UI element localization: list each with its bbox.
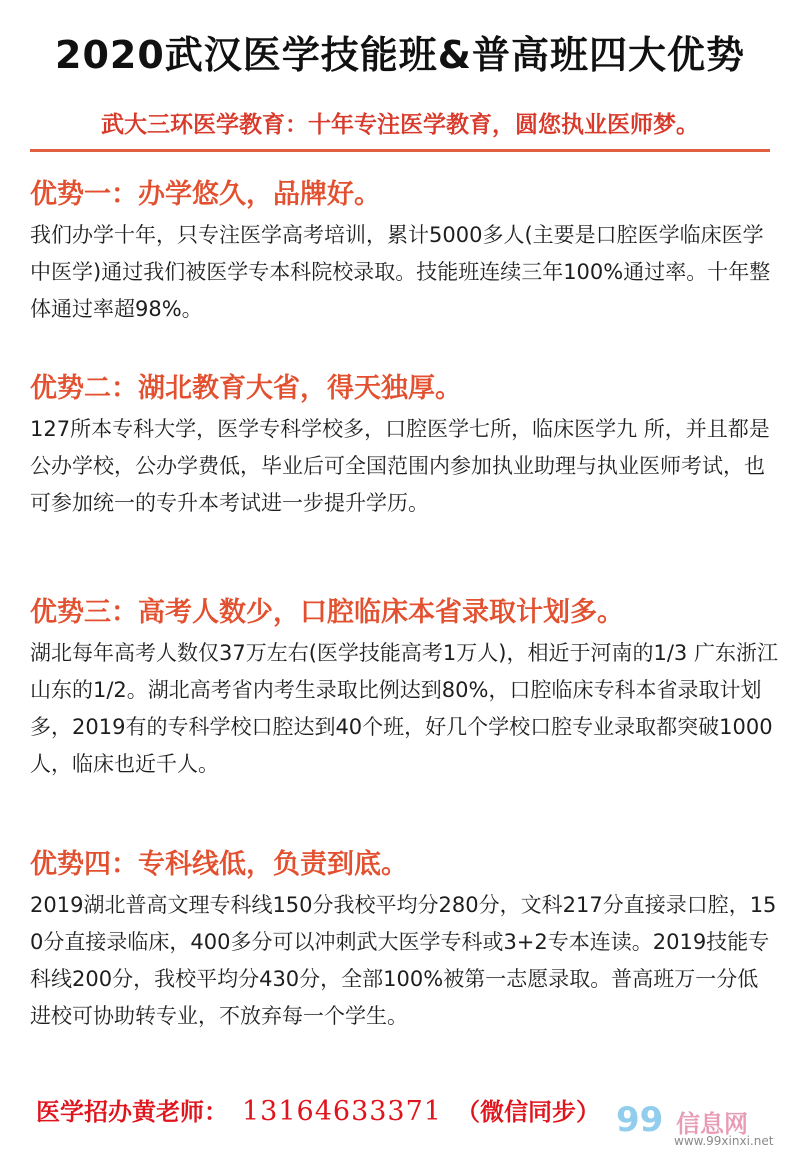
- watermark-name: 信息网: [676, 1110, 748, 1138]
- advantage-section-4: [30, 842, 778, 1035]
- section-body: 2019湖北普高文理专科线150分我校平均分280分，文科217分直接录口腔，150分直接录临床，400多分可以冲刺武大医学专科或3+2专本连读。2019技能专科线200分，我校平均分430分，全部100%被第一志愿录取。普高班万一分低进校可协助转专业，不放弃每一个学生。: [30, 893, 777, 1028]
- phone-number: 13164633371: [242, 1096, 442, 1127]
- section-body: 127所本专科大学，医学专科学校多，口腔医学七所，临床医学九 所，并且都是公办学校，公办学费低，毕业后可全国范围内参加执业助理与执业医师考试，也可参加统一的专升本考试进一步提升学历。: [30, 417, 770, 515]
- contact-note: （微信同步）: [455, 1097, 600, 1126]
- section-heading: 优势二：湖北教育大省，得天独厚。: [30, 373, 462, 404]
- site-watermark: [616, 1100, 786, 1156]
- watermark-logo: 99: [616, 1100, 664, 1140]
- section-heading: 优势三：高考人数少，口腔临床本省录取计划多。: [30, 597, 624, 628]
- section-heading: 优势一：办学悠久，品牌好。: [30, 179, 381, 210]
- page-title: 2020武汉医学技能班&普高班四大优势: [55, 33, 745, 77]
- page-subtitle: 武大三环医学教育：十年专注医学教育，圆您执业医师梦。: [30, 106, 770, 152]
- watermark-url: www.99xinxi.net: [674, 1134, 774, 1148]
- section-body: 湖北每年高考人数仅37万左右(医学技能高考1万人)，相近于河南的1/3 广东浙江山东的1/2。湖北高考省内考生录取比例达到80%，口腔临床专科本省录取计划多，2019有的专科学校口腔达到40个班，好几个学校口腔专业录取都突破1000人，临床也近千人。: [30, 641, 778, 776]
- contact-label: 医学招办黄老师：: [36, 1097, 228, 1126]
- advantage-section-2: [30, 366, 778, 522]
- section-body: 我们办学十年，只专注医学高考培训，累计5000多人(主要是口腔医学临床医学中医学)通过我们被医学专本科院校录取。技能班连续三年100%通过率。十年整体通过率超98%。: [30, 223, 771, 321]
- advantage-section-1: [30, 172, 778, 328]
- section-heading: 优势四：专科线低，负责到底。: [30, 849, 408, 880]
- advantage-section-3: [30, 590, 778, 783]
